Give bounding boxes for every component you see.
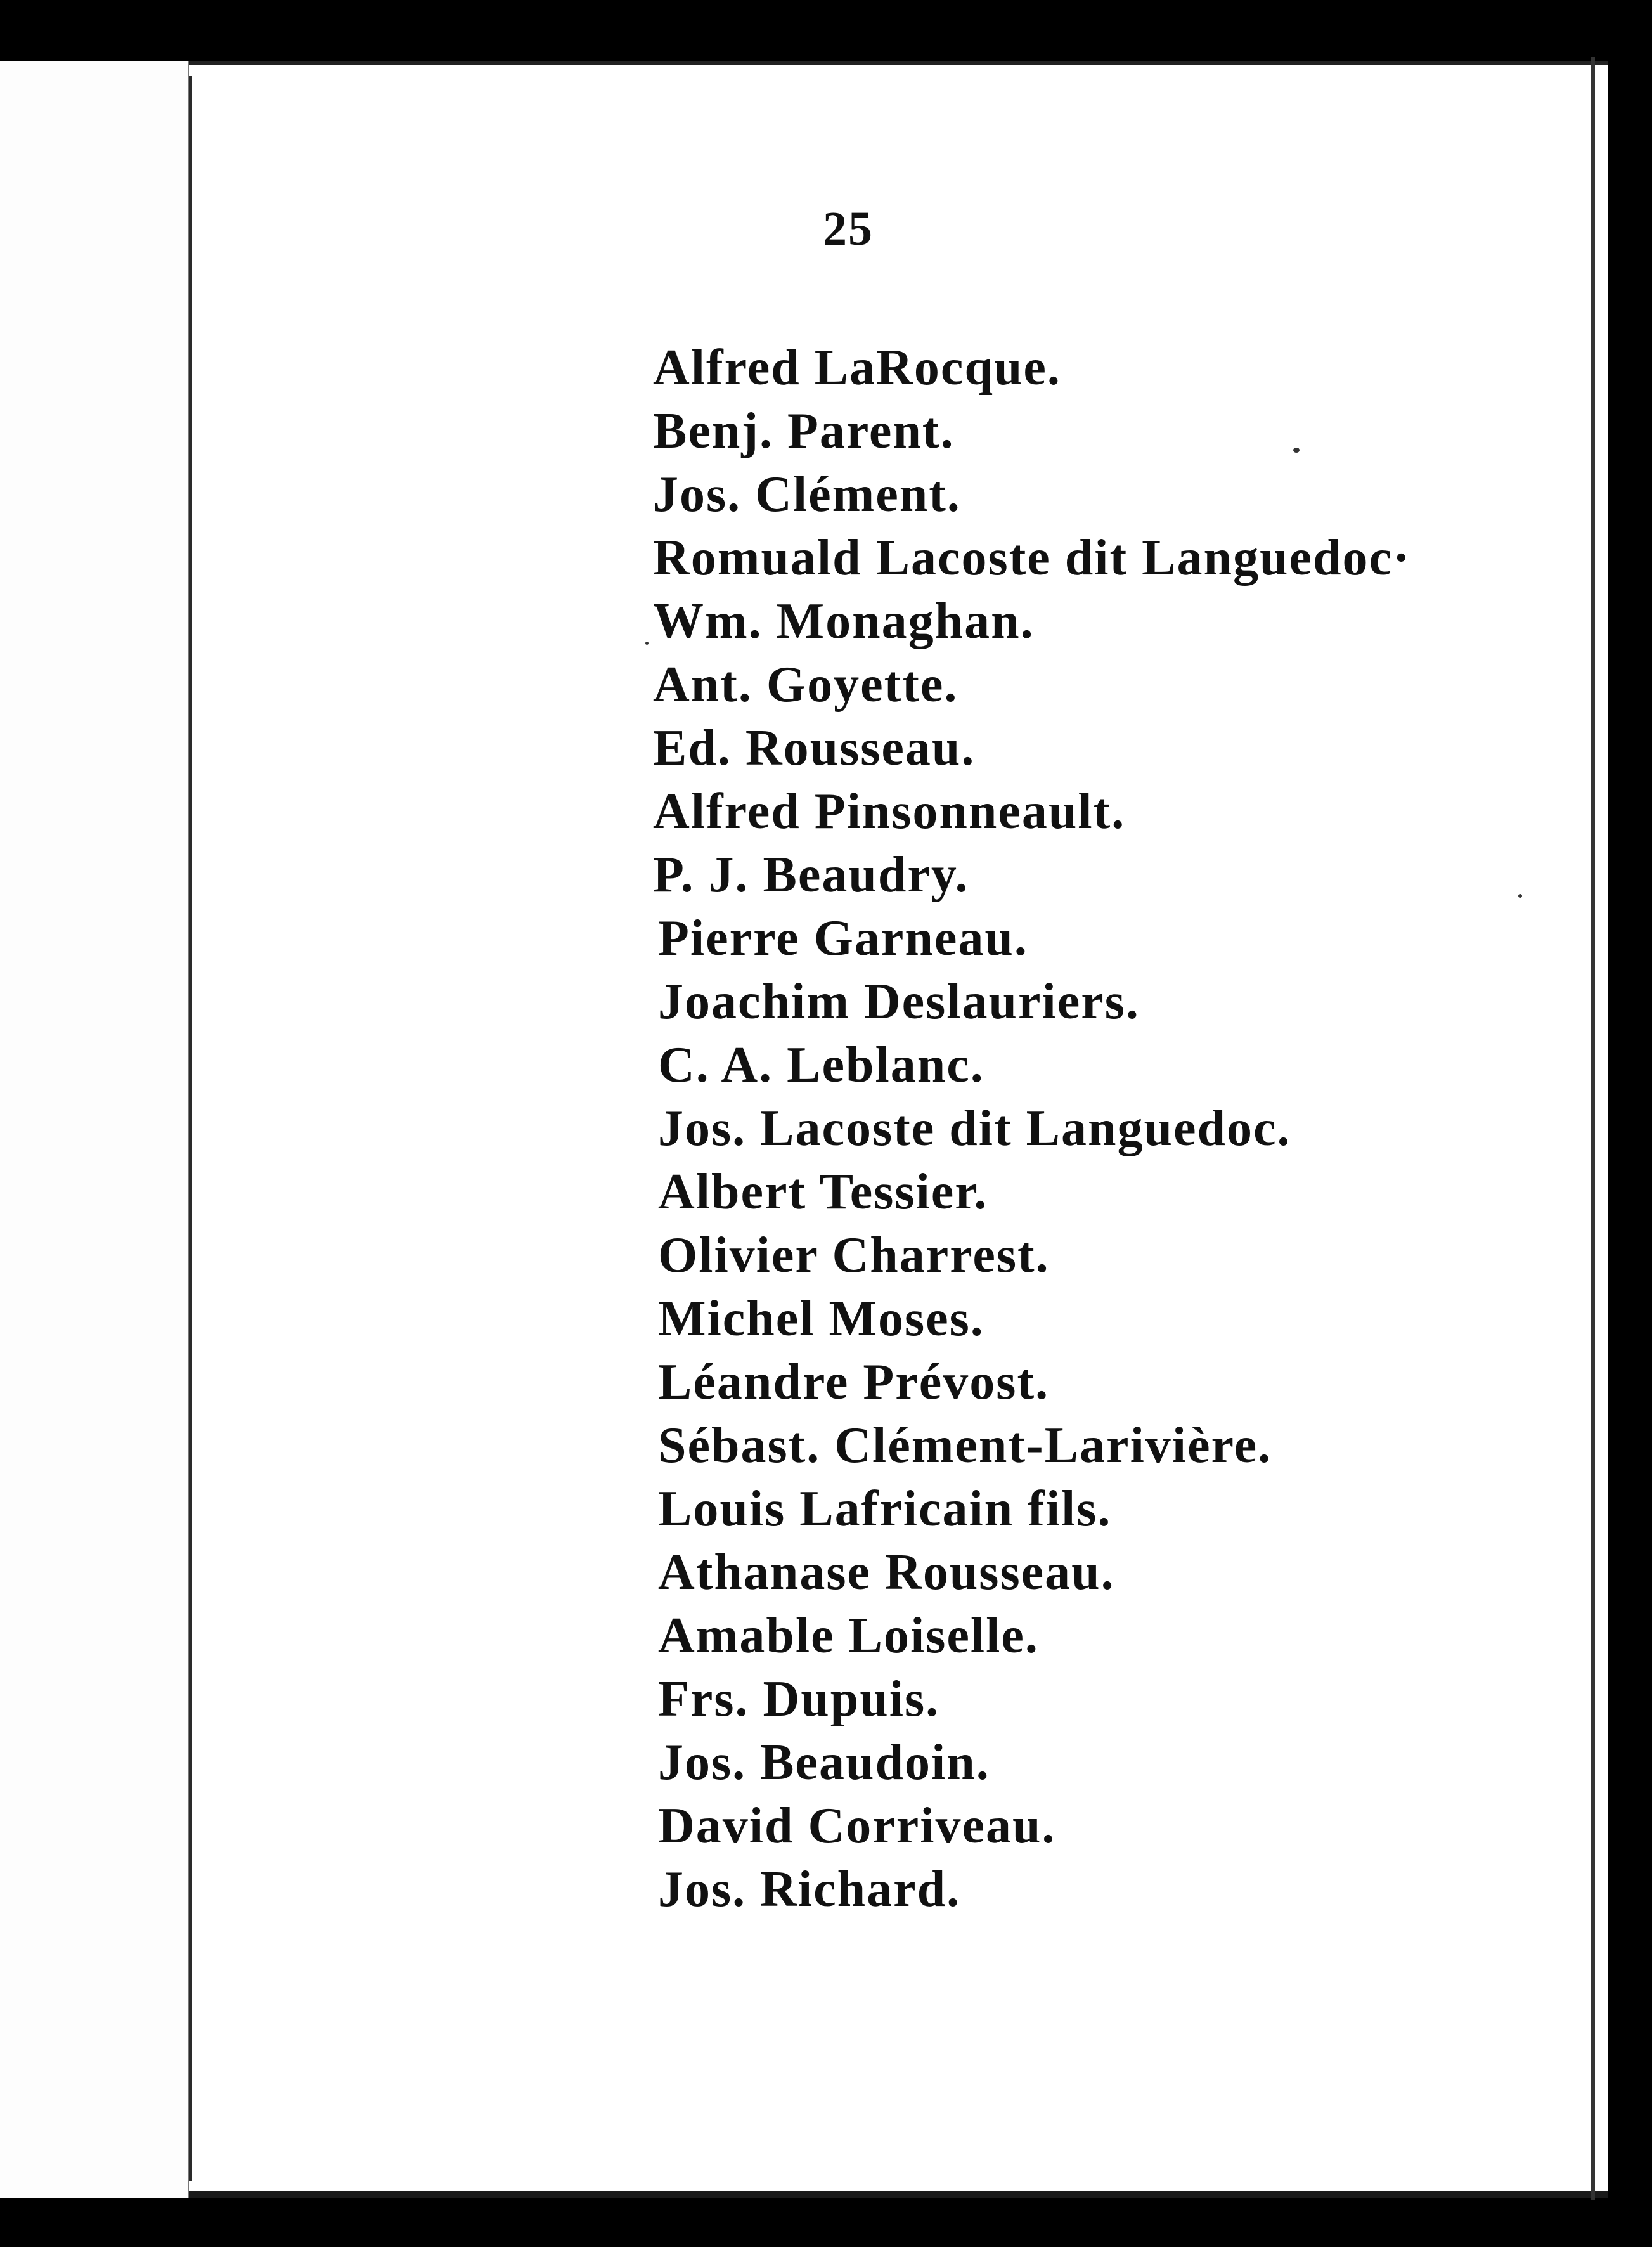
name-entry: Ed. Rousseau. <box>653 720 976 776</box>
name-entry: Jos. Richard. <box>658 1862 961 1917</box>
name-entry: Pierre Garneau. <box>658 910 1028 966</box>
name-entry: Albert Tessier. <box>658 1164 988 1220</box>
name-entry: David Corriveau. <box>658 1798 1056 1854</box>
name-entry: Sébast. Clément-Larivière. <box>658 1418 1272 1473</box>
name-entry: Ant. Goyette. <box>653 657 958 713</box>
name-list <box>653 336 1411 1921</box>
name-entry: P. J. Beaudry. <box>653 847 969 903</box>
binding-spine <box>189 76 192 2181</box>
name-entry: Jos. Clément. <box>653 467 961 522</box>
name-entry: Romuald Lacoste dit Languedoc· <box>653 530 1411 586</box>
ink-speck <box>645 642 649 645</box>
name-entry: Olivier Charrest. <box>658 1227 1050 1283</box>
ink-speck <box>1293 448 1300 453</box>
name-entry: Frs. Dupuis. <box>658 1671 940 1727</box>
left-page-fold <box>0 61 189 2198</box>
name-entry: Louis Lafricain fils. <box>658 1481 1112 1537</box>
page-number: 25 <box>823 202 874 256</box>
name-entry: Alfred LaRocque. <box>653 340 1061 396</box>
name-entry: Michel Moses. <box>658 1291 984 1347</box>
name-entry: C. A. Leblanc. <box>658 1037 984 1093</box>
name-entry: Wm. Monaghan. <box>653 593 1035 649</box>
name-entry: Jos. Lacoste dit Languedoc. <box>658 1101 1291 1156</box>
name-entry: Alfred Pinsonneault. <box>653 784 1126 839</box>
name-entry: Jos. Beaudoin. <box>658 1735 990 1790</box>
name-entry: Joachim Deslauriers. <box>658 974 1140 1030</box>
name-entry: Amable Loiselle. <box>658 1608 1039 1664</box>
name-entry: Léandre Prévost. <box>658 1354 1050 1410</box>
name-entry: Benj. Parent. <box>653 403 955 459</box>
page-right-edge <box>1591 57 1595 2200</box>
ink-speck <box>1518 894 1522 898</box>
name-entry: Athanase Rousseau. <box>658 1544 1115 1600</box>
